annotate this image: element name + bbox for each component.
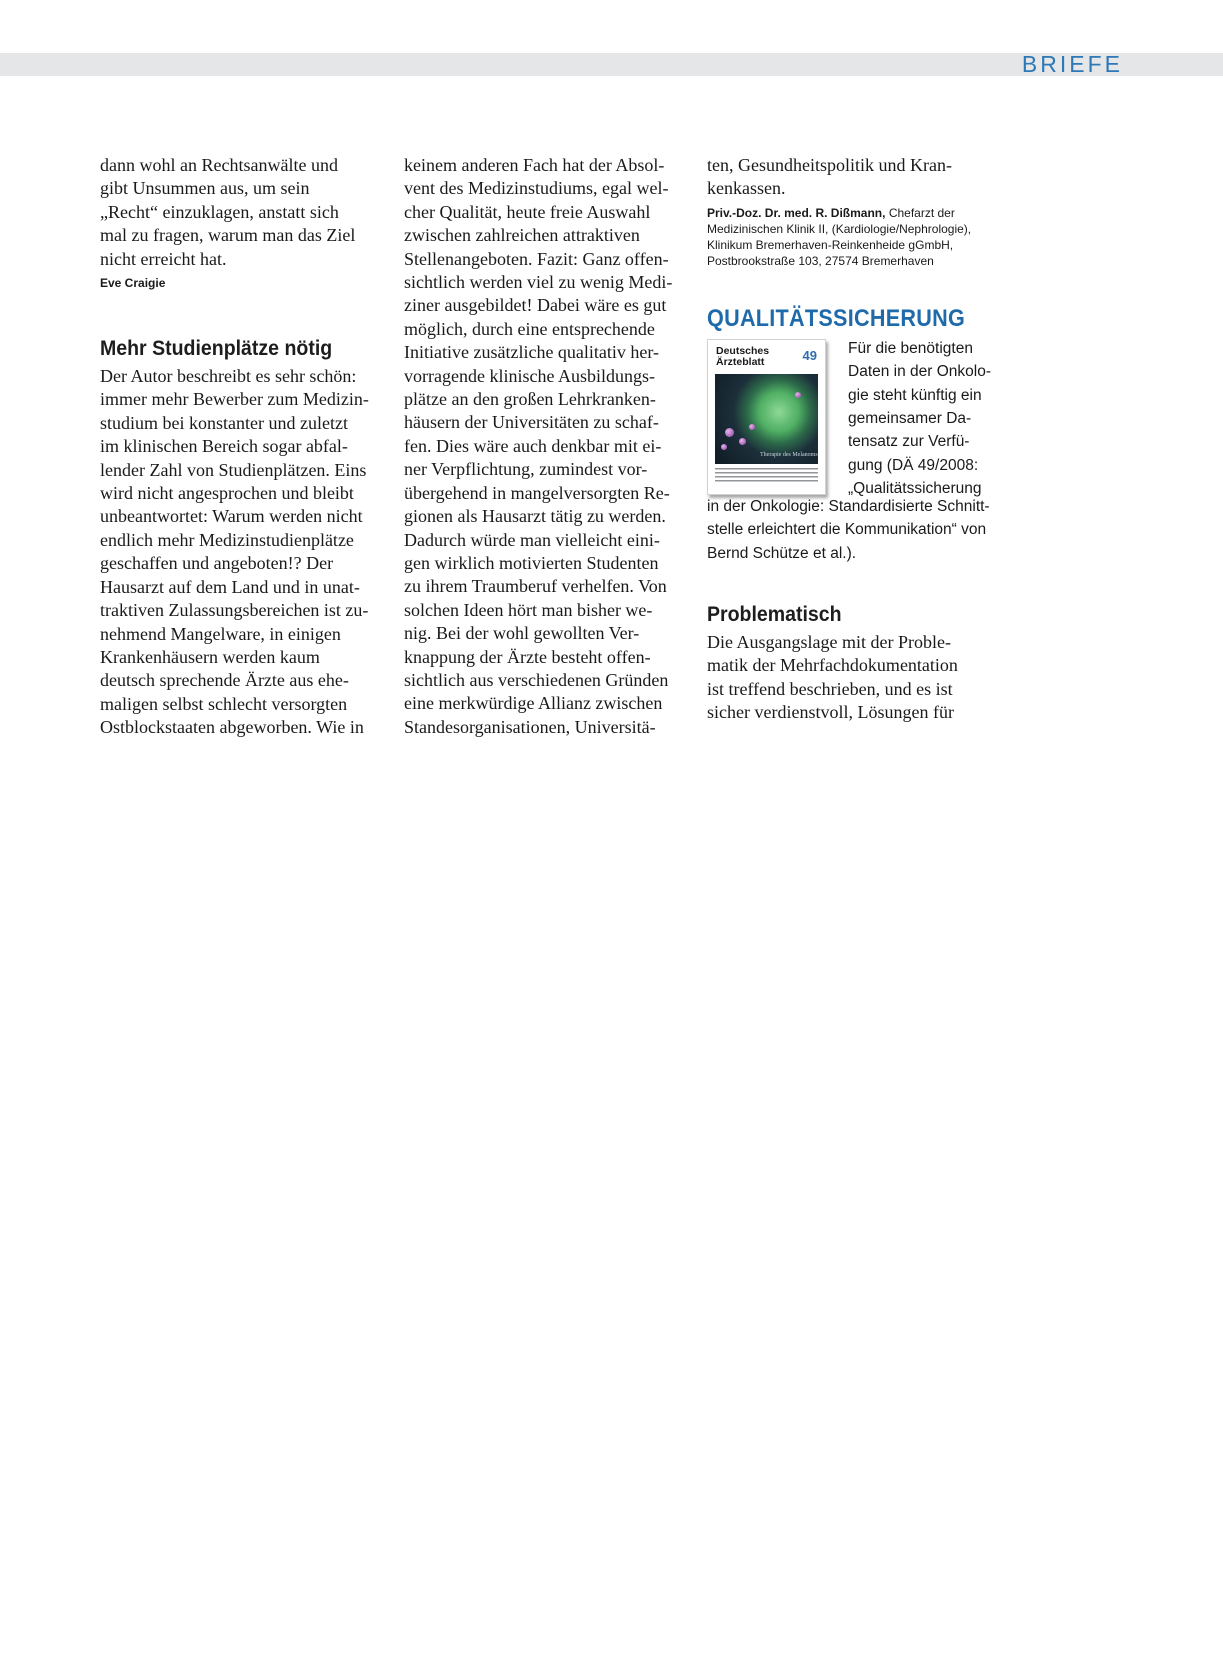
column-3 [707, 154, 997, 725]
letter-body: Der Autor beschreibt es sehr schön: immer mehr Bewerber zum Medizin- studium bei konstanter und zuletzt im klinischen Bereich sogar abfal- lender Zahl von Studienplätzen. Eins wird nicht angesprochen und bleibt unbeantwortet: Warum werden nicht endlich mehr Medizinstudienplätze geschaffen und angeboten!? Der Hausarzt auf dem Land und in unat- traktiven Zulassungsbereichen ist zu- nehmend Mangelware, in einigen Krankenhäusern werden kaum deutsch sprechende Ärzte aus ehe- maligen selbst schlecht versorgten Ostblockstaaten abgeworben. Wie in [100, 366, 369, 738]
topic-text-side: Für die benötigten Daten in der Onkolo- gie steht künftig ein gemeinsamer Da- tensatz zur Verfü- gung (DÄ 49/2008: „Qualitätssicherung [848, 339, 992, 498]
signature-name: Priv.-Doz. Dr. med. R. Dißmann, [707, 205, 886, 220]
topic-text-continued: in der Onkologie: Standardisierte Schnitt- stelle erleichtert die Kommunikation“ von Bernd Schütze et al.). [707, 497, 990, 562]
cover-issue-number: 49 [802, 347, 817, 363]
letter-ending-text: dann wohl an Rechtsanwälte und gibt Unsummen aus, um sein „Recht“ einzuklagen, anstatt sich mal zu fragen, warum man das Ziel nicht erreicht hat. [100, 155, 356, 269]
signature-affiliation: Chefarzt der Medizinischen Klinik II, (Kardiologie/Nephrologie), Klinikum Bremerhaven-Reinkenheide gGmbH, Postbrookstraße 103, 27574 Bremerhaven [707, 205, 972, 268]
topic-heading: QUALITÄTSSICHERUNG [707, 304, 966, 332]
letter-heading: Mehr Studienplätze nötig [100, 337, 333, 361]
column-1 [100, 154, 388, 740]
letter-heading-2: Problematisch [707, 603, 842, 627]
cover-text-lines [715, 468, 818, 482]
letter-author: Eve Craigie [100, 276, 166, 291]
cover-photo [715, 374, 818, 464]
section-label: BRIEFE [1021, 51, 1123, 77]
topic-reference-block [707, 337, 997, 498]
letter-signature [707, 205, 997, 269]
letter-ending-text: ten, Gesundheitspolitik und Kran- kenkassen. [707, 155, 952, 199]
cover-title: Deutsches Ärzteblatt [716, 344, 770, 368]
column-2 [404, 154, 692, 739]
cover-caption: Therapie des Melanoms [760, 451, 818, 458]
magazine-cover-image [707, 339, 826, 495]
letter-body-continued: keinem anderen Fach hat der Absol- vent des Medizinstudiums, egal wel- cher Qualität, heute freie Auswahl zwischen zahlreichen attraktiven Stellenangeboten. Fazit: Ganz offen- sichtlich werden viel zu wenig Medi- ziner ausgebildet! Dabei wäre es gut möglich, durch eine entsprechende Initiative zusätzliche qualitativ her- vorragende klinische Ausbildungs- plätze an den großen Lehrkranken- häusern der Universitäten zu schaf- fen. Dies wäre auch denkbar mit ei- ner Verpflichtung, zumindest vor- übergehend in mangelversorgten Re- gionen als Hausarzt tätig zu werden. Dadurch würde man vielleicht eini- gen wirklich motivierten Studenten zu ihrem Traumberuf verhelfen. Von solchen Ideen hört man bisher we- nig. Bei der wohl gewollten Ver- knappung der Ärzte besteht offen- sichtlich aus verschiedenen Gründen eine merkwürdige Allianz zwischen Standesorganisationen, Universitä- [404, 155, 673, 737]
letter-body-2: Die Ausgangslage mit der Proble- matik der Mehrfachdokumentation ist treffend beschrieben, und es ist sicher verdienstvoll, Lösungen für [707, 632, 958, 723]
